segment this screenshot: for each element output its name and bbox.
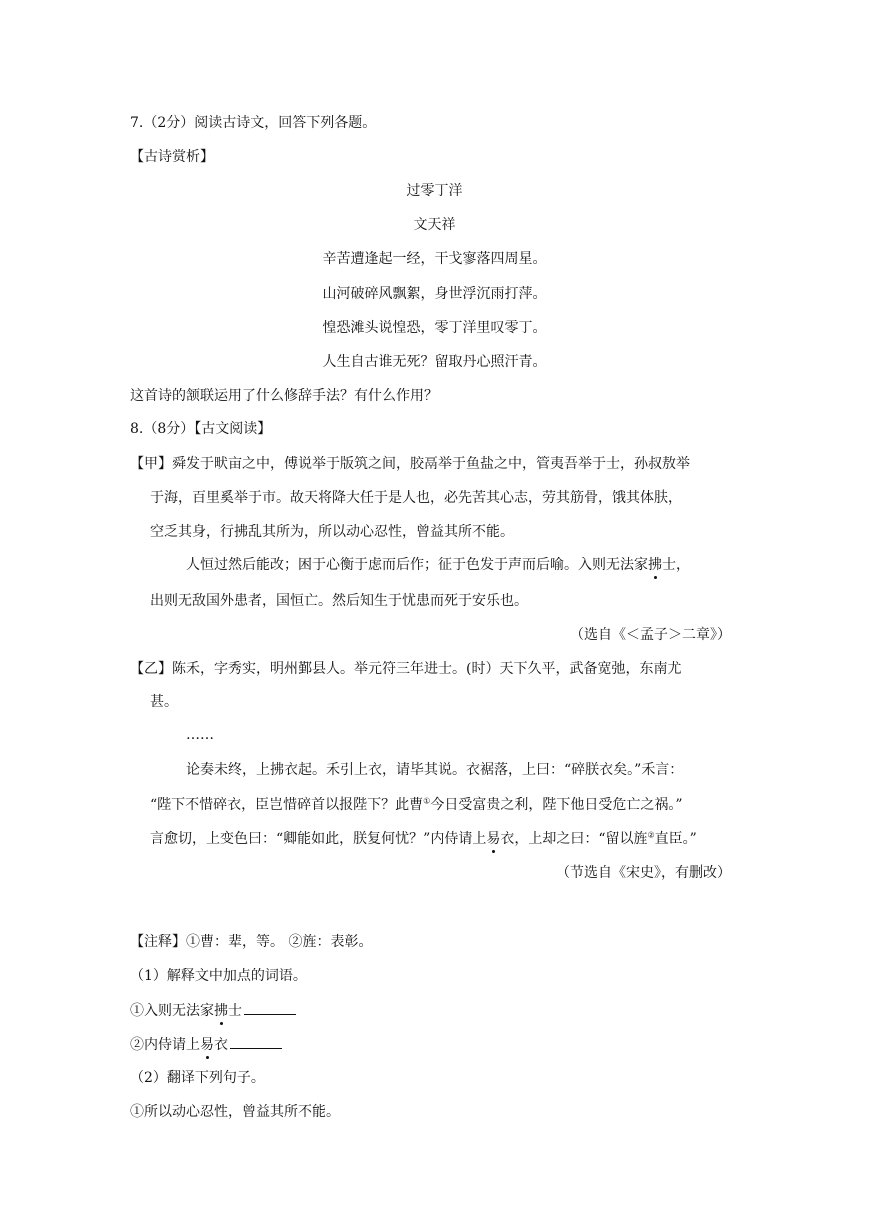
q7-section-label: 【古诗赏析】 <box>130 149 214 165</box>
yi-line: 论奏未终，上拂衣起。禾引上衣，请毕其说。衣裾落，上曰：“碎朕衣矣。”禾言： <box>186 762 684 778</box>
poem-author: 文天祥 <box>413 217 456 233</box>
yi-line: 【乙】陈禾，字秀实，明州鄞县人。举元符三年进士。(时）天下久平，武备宽弛，东南尤 <box>130 661 682 677</box>
yi-line: 甚。 <box>150 694 178 710</box>
yi-source: （节选自《宋史》，有删改） <box>556 865 731 881</box>
poem-line: 惶恐滩头说惶恐，零丁洋里叹零丁。 <box>322 320 547 336</box>
sub2-prompt: （2）翻译下列句子。 <box>130 1070 265 1086</box>
sub1-item: ②内侍请上易衣 <box>130 1034 282 1055</box>
answer-blank[interactable] <box>230 1034 282 1049</box>
q8-header: 8.（8分）【古文阅读】 <box>130 421 272 437</box>
q7-question: 这首诗的颔联运用了什么修辞手法？有什么作用？ <box>130 388 438 404</box>
jia-line: 于海，百里奚举于市。故天将降大任于是人也，必先苦其心志，劳其筋骨，饿其体肤， <box>150 490 682 506</box>
answer-blank[interactable] <box>244 1000 296 1015</box>
footnote-marker: ② <box>647 830 655 840</box>
sub1-prompt: （1）解释文中加点的词语。 <box>130 968 307 984</box>
sub2-item: ①所以动心忍性，曾益其所不能。 <box>130 1104 340 1120</box>
yi-line: 言愈切，上变色曰：“卿能如此，朕复何忧？”内侍请上易衣，上却之曰：“留以旌②直臣。” <box>150 830 697 847</box>
dotted-char: 拂 <box>648 557 662 573</box>
sub1-item: ①入则无法家拂士 <box>130 1000 296 1021</box>
poem-title: 过零丁洋 <box>406 183 463 199</box>
jia-line: 空乏其身，行拂乱其所为，所以动心忍性，曾益其所不能。 <box>150 524 514 540</box>
jia-line: 人恒过然后能改；困于心衡于虑而后作；征于色发于声而后喻。入则无法家拂士， <box>186 557 690 573</box>
poem-line: 山河破碎风飘絮，身世浮沉雨打萍。 <box>322 286 547 302</box>
q7-header: 7.（2分）阅读古诗文，回答下列各题。 <box>130 115 377 131</box>
dotted-char: 拂 <box>214 1003 228 1019</box>
yi-ellipsis: …… <box>186 727 214 743</box>
footnote-marker: ① <box>423 796 431 806</box>
notes: 【注释】①曹：辈，等。 ②旌：表彰。 <box>130 934 373 950</box>
poem-line: 人生自古谁无死？留取丹心照汗青。 <box>322 354 547 370</box>
yi-line: “陛下不惜碎衣，臣岂惜碎首以报陛下？此曹①今日受富贵之利，陛下他日受危亡之祸。” <box>150 796 683 813</box>
jia-line: 【甲】舜发于畎亩之中，傅说举于版筑之间，胶鬲举于鱼盐之中，管夷吾举于士，孙叔敖举 <box>130 456 690 472</box>
dotted-char: 易 <box>200 1037 214 1053</box>
jia-line: 出则无敌国外患者，国恒亡。然后知生于忧患而死于安乐也。 <box>150 593 528 609</box>
poem-line: 辛苦遭逢起一经，干戈寥落四周星。 <box>322 251 547 267</box>
dotted-char: 易 <box>486 831 501 847</box>
jia-source: （选自《＜孟子＞二章》） <box>570 627 731 643</box>
